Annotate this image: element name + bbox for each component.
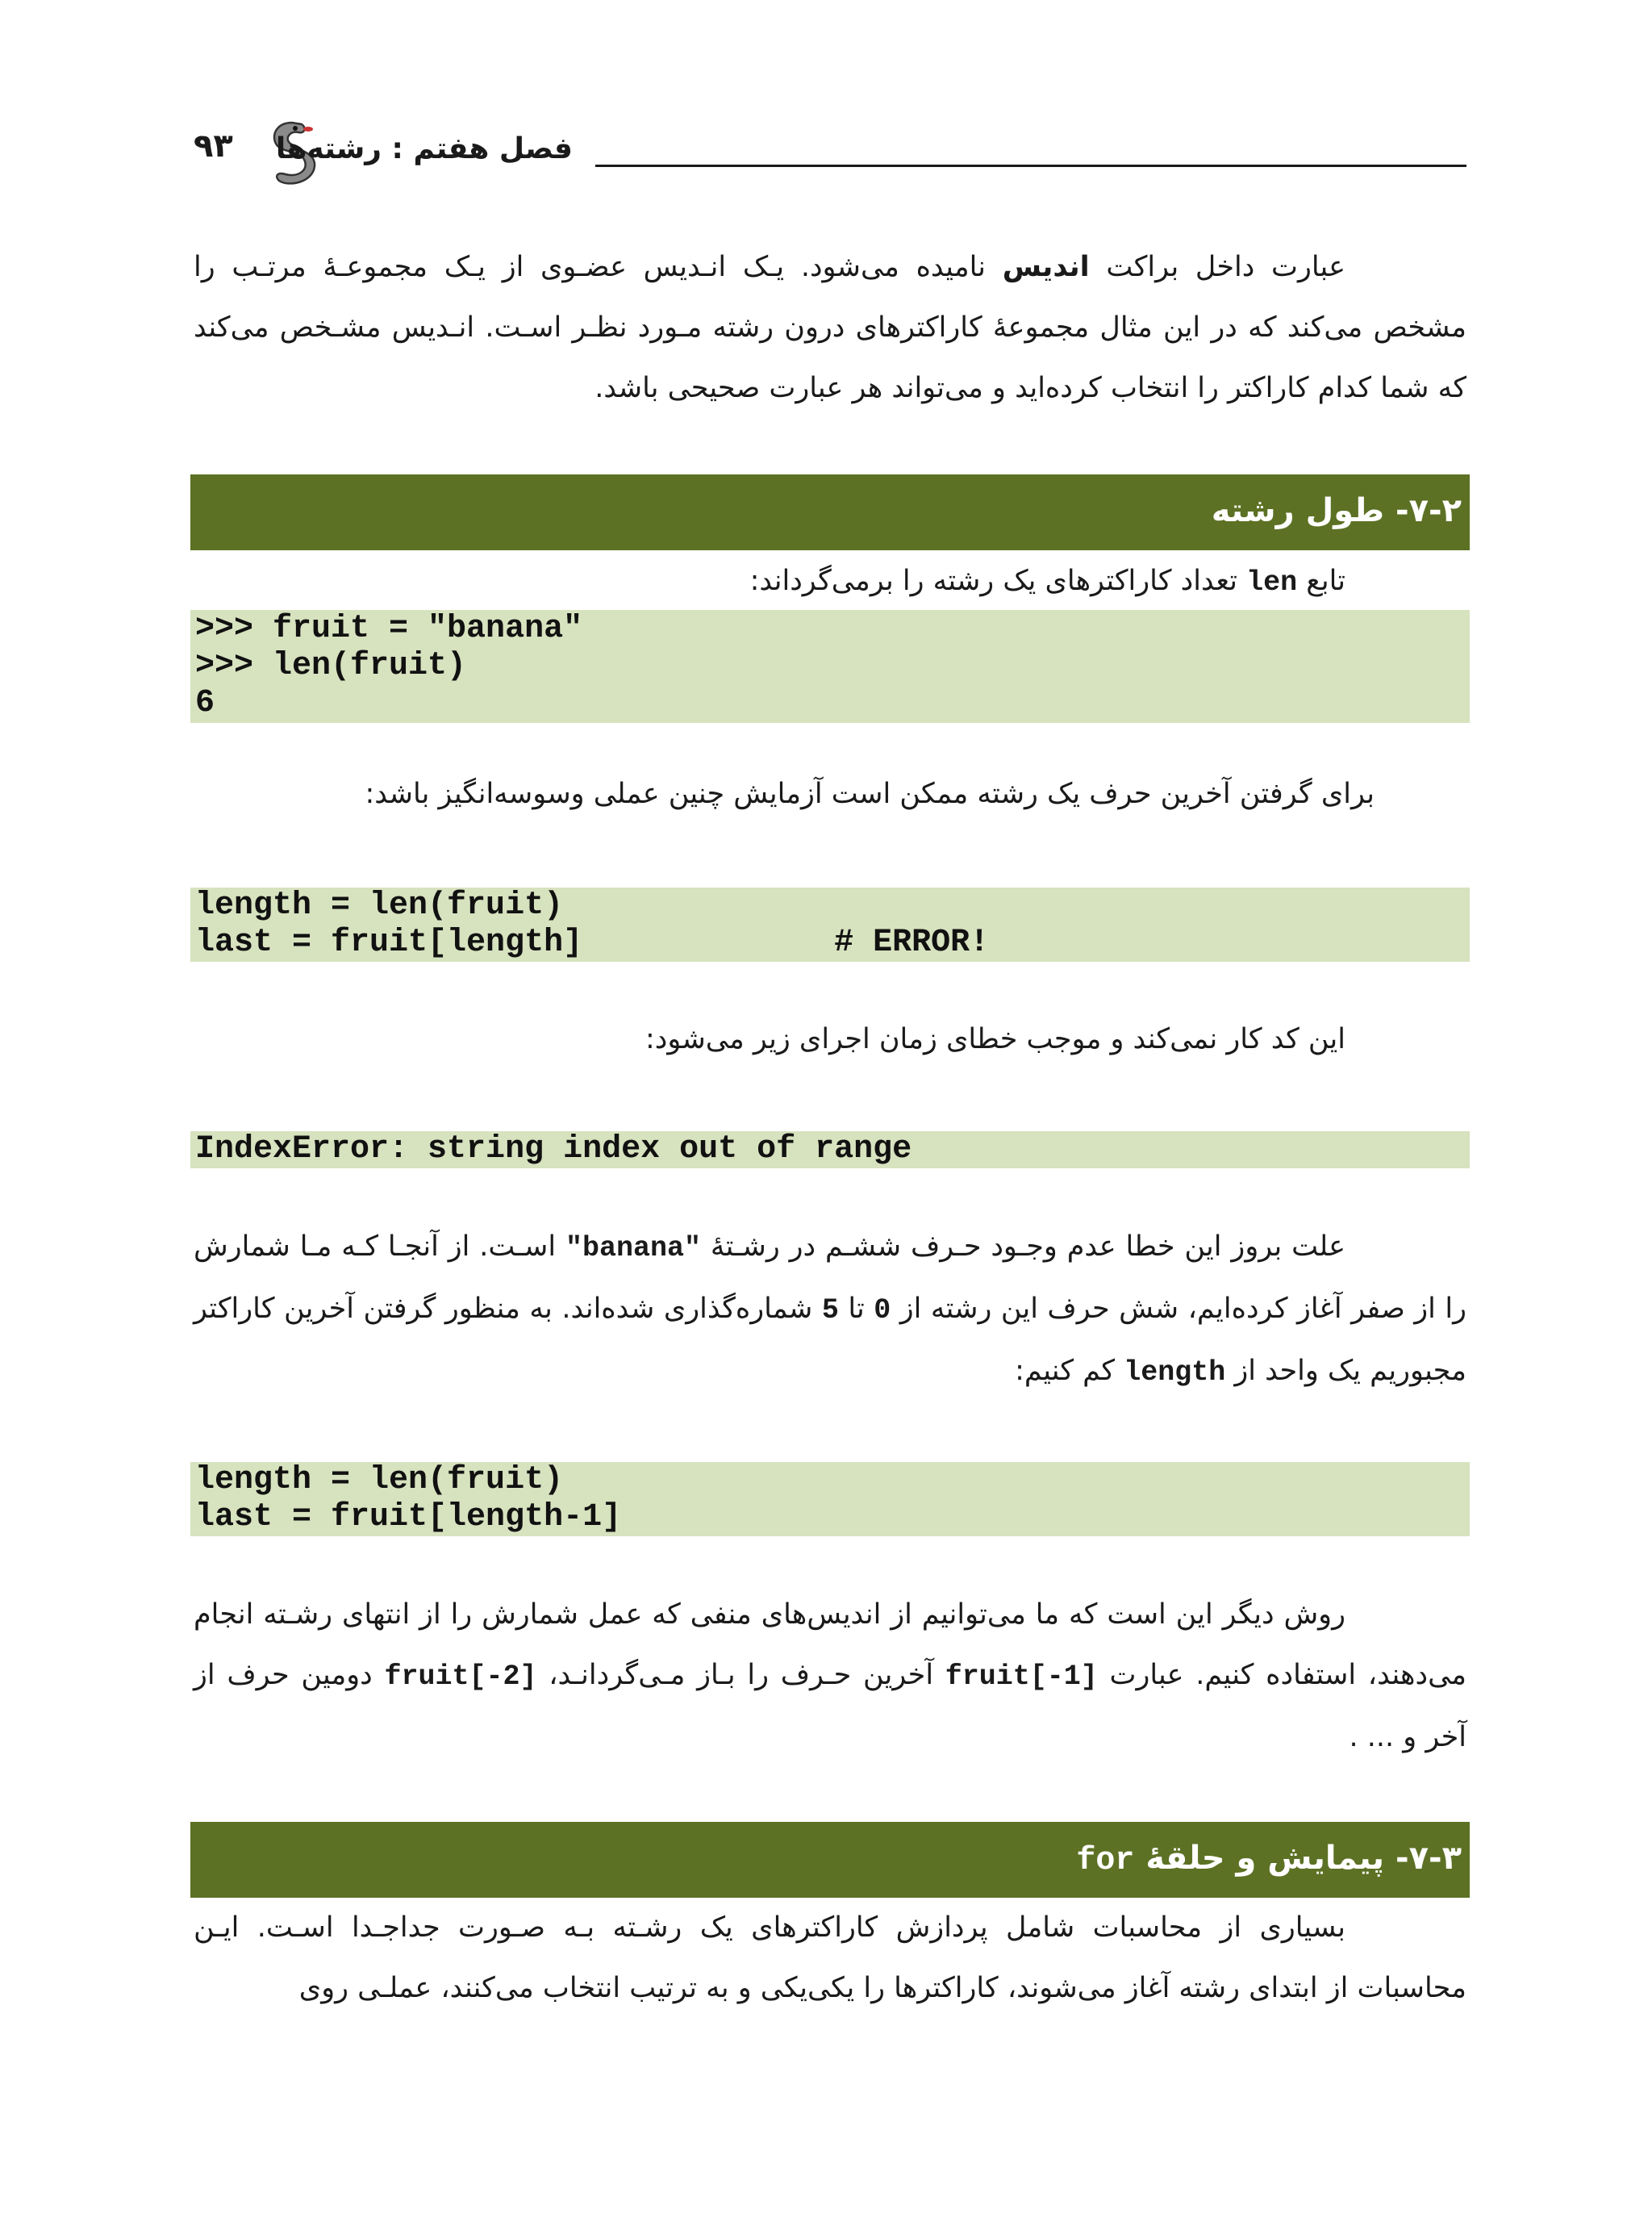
code-line: >>> fruit = "banana": [195, 611, 583, 647]
code-line: length = len(fruit): [195, 1462, 564, 1498]
code-block-error: [190, 888, 1470, 962]
code-block-fixed: [190, 1462, 1470, 1536]
paragraph-index-definition: عبارت داخل براکت اندیس نامیده می‌شود. یـک انـدیس عضـوی از یـک مجموعـۀ مرتـب را مشخص می‌کند که در این مثال مجموعۀ کاراکترهای درون رشته مـورد نظـر اسـت. انـدیس مشـخص می‌کند که شما کدام کاراکتر را انتخاب کرده‌اید و می‌تواند هر عبارت صحیحی باشد.: [194, 251, 1466, 404]
term-index: اندیس: [1002, 251, 1090, 283]
paragraph-negative-index: روش دیگر این است که ما می‌توانیم از اندیس‌های منفی که عمل شمارش را از انتهای رشـته انجام می‌دهند، استفاده کنیم. عبارت fruit[-1] آخرین حـرف را بـاز مـی‌گردانـد، fruit[-2] دومین حرف از آخر و ... .: [194, 1598, 1467, 1753]
code-fruit-minus-1: fruit[-1]: [945, 1661, 1098, 1693]
code-line: last = fruit[length-1]: [195, 1499, 622, 1535]
code-line: length = len(fruit): [195, 888, 564, 924]
code-for: for: [1076, 1843, 1135, 1879]
page-number: ۹۳: [194, 127, 233, 165]
code-banana: "banana": [565, 1232, 702, 1264]
paragraph-last-letter: برای گرفتن آخرین حرف یک رشته ممکن است آزمایش چنین عملی وسوسه‌انگیز باشد:: [365, 778, 1375, 810]
section-heading-traversal-for: ۷-۳- پیمایش و حلقۀ for: [190, 1822, 1470, 1898]
code-fruit-minus-2: fruit[-2]: [384, 1661, 537, 1693]
code-line: last = fruit[length] # ERROR!: [195, 925, 990, 961]
paragraph-traversal: بسیاری از محاسبات شامل پردازش کاراکترهای یک رشـته بـه صـورت جداجـدا اسـت. ایـن محاسبات از ابتدای رشته آغاز می‌شوند، کاراکترها را یکی‌یکی و به ترتیب انتخاب می‌کنند، عملـی روی: [194, 1911, 1466, 2004]
code-five: 5: [821, 1294, 839, 1326]
section-heading-string-length: ۷-۲- طول رشته: [190, 474, 1470, 550]
code-line: IndexError: string index out of range: [195, 1131, 912, 1168]
code-block-index-error: [190, 1131, 1470, 1168]
code-length: length: [1124, 1356, 1226, 1389]
code-block-len: [190, 610, 1470, 723]
len-intro: تابع len تعداد کاراکترهای یک رشته را برمی‌گرداند:: [749, 565, 1345, 599]
code-zero: 0: [874, 1294, 891, 1326]
paragraph-error-reason: علت بروز این خطا عدم وجـود حـرف ششـم در رشـتۀ "banana" اسـت. از آنجـا کـه مـا شمارش را از صفر آغاز کرده‌ایم، شش حرف این رشته از 0 تا 5 شماره‌گذاری شده‌اند. به منظور گرفتن آخرین کاراکتر مجبوریم یک واحد از length کم کنیم:: [194, 1230, 1467, 1389]
paragraph-runtime-error: این کد کار نمی‌کند و موجب خطای زمان اجرای زیر می‌شود:: [645, 1023, 1345, 1055]
code-line: >>> len(fruit): [195, 648, 467, 684]
chapter-title: فصل هفتم : رشته‌ها: [275, 132, 573, 165]
code-len: len: [1246, 566, 1298, 599]
header-rule: [595, 165, 1466, 167]
code-line: 6: [195, 685, 215, 721]
